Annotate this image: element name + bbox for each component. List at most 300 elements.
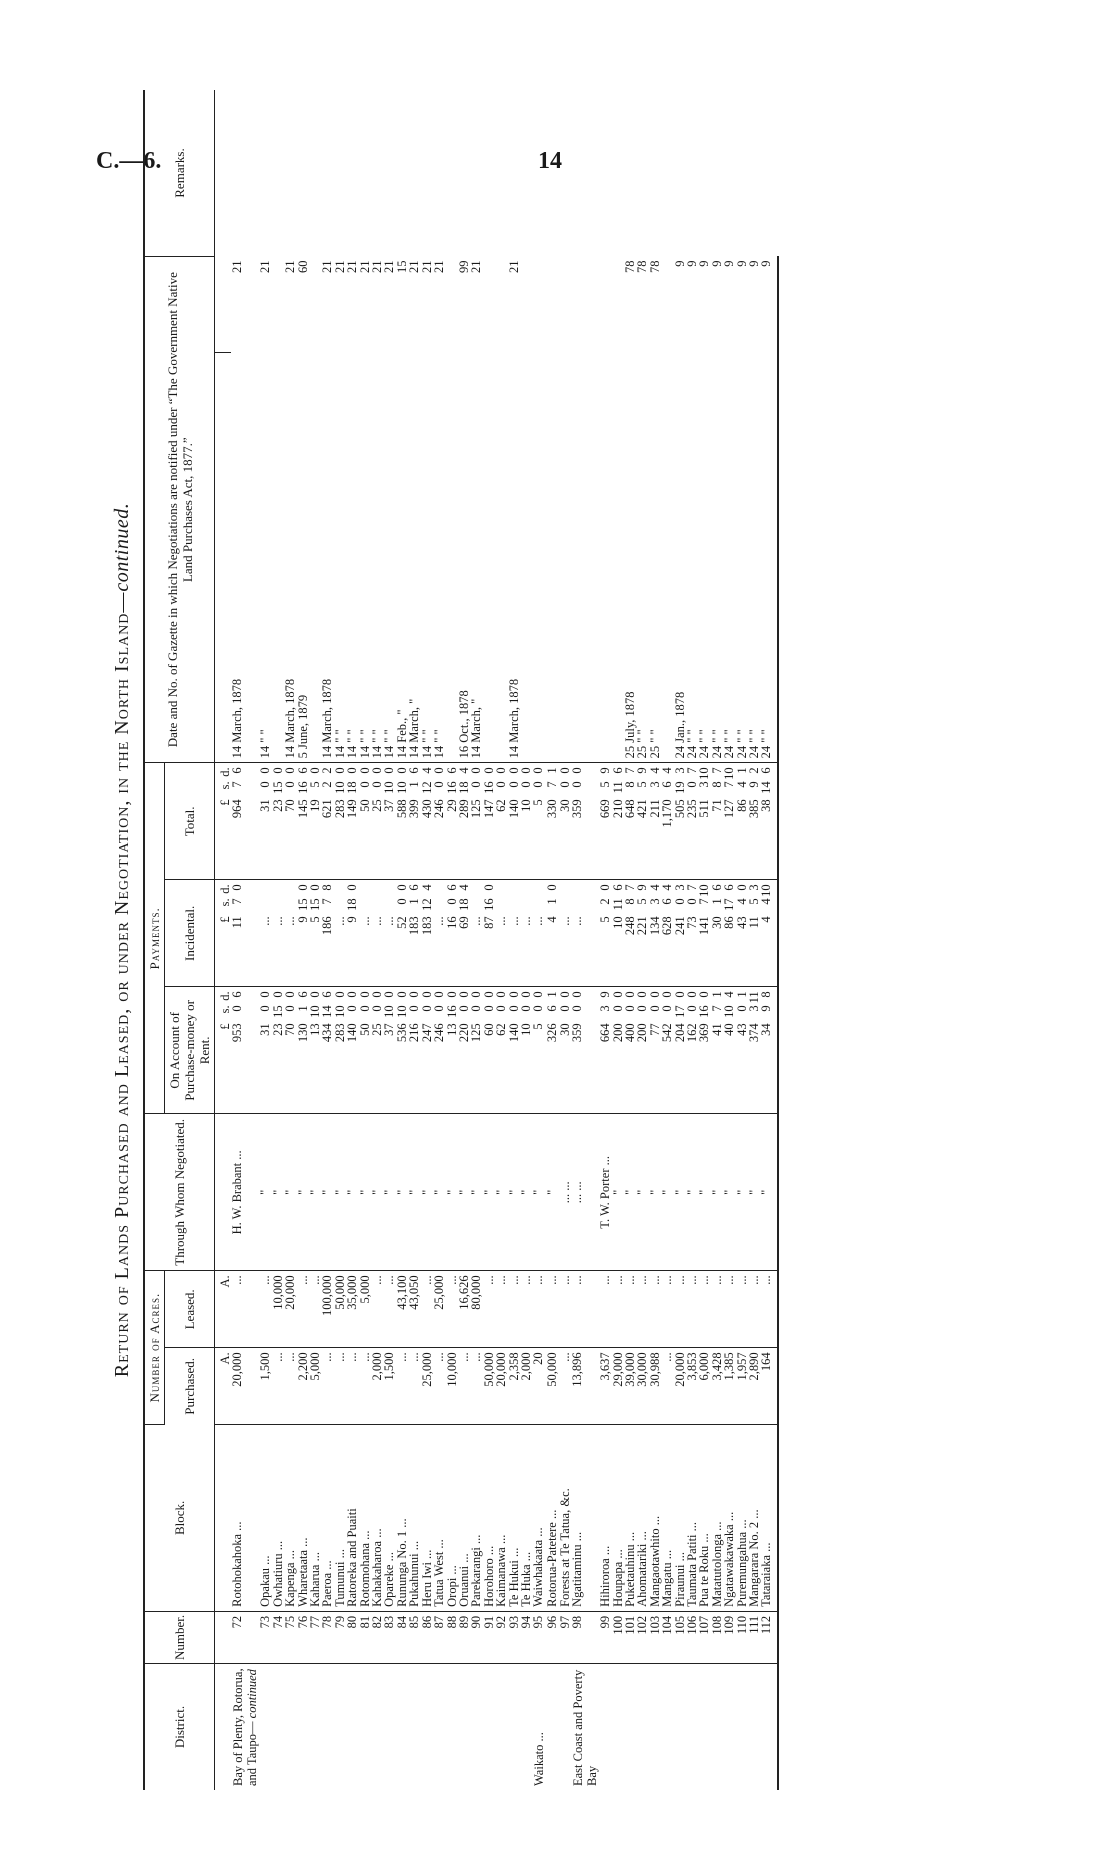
district-cell: [383, 1664, 395, 1791]
shillings: 0: [258, 1005, 273, 1012]
pounds: ...: [357, 916, 372, 926]
block-name: Tumunui ...: [334, 1424, 346, 1611]
district-cell: [470, 1664, 482, 1791]
shillings: 0: [518, 1005, 533, 1012]
shillings: 0: [506, 1005, 521, 1012]
negotiated-by: ": [346, 1114, 358, 1271]
block-name: Waiwhakaata ...: [532, 1424, 546, 1611]
block-name: Ahomatariki ...: [636, 1424, 648, 1611]
pence: 9: [635, 884, 650, 891]
negotiated-by: ": [661, 1114, 673, 1271]
district-cell: [495, 1664, 507, 1791]
table-row: [546, 90, 558, 1790]
row-number: 89: [458, 1611, 470, 1663]
negotiated-by: ": [458, 1114, 470, 1271]
district-cell: [231, 1664, 259, 1791]
table-row: [661, 90, 673, 1790]
pounds: 87: [481, 916, 496, 929]
shillings: 8: [622, 898, 637, 905]
acres-purchased: 5,000: [309, 1348, 321, 1425]
acres-leased: ...: [546, 1271, 558, 1348]
acres-purchased: 3,428: [711, 1348, 723, 1425]
pounds: 30: [557, 1023, 572, 1036]
shillings: 5: [308, 781, 323, 788]
shillings: 0: [370, 781, 385, 788]
table-row: [421, 90, 433, 1790]
incidental-amount: [546, 880, 558, 987]
pence: 6: [230, 991, 245, 998]
block-name: Owhatiuru ...: [272, 1424, 284, 1611]
pence: 0: [357, 991, 372, 998]
pounds: 374: [747, 1023, 762, 1043]
negotiated-by: ": [483, 1114, 495, 1271]
pounds: 399: [407, 799, 422, 819]
block-name: Mangaotawhito ...: [649, 1424, 661, 1611]
row-number: 106: [686, 1611, 698, 1663]
row-number: 102: [636, 1611, 648, 1663]
incidental-amount: [408, 880, 420, 987]
shillings: 1: [407, 781, 422, 788]
acres-purchased: 2,358: [508, 1348, 520, 1425]
pounds: ...: [469, 916, 484, 926]
pounds: 31: [258, 799, 273, 812]
total-amount: [661, 763, 673, 880]
table-row: [649, 90, 661, 1790]
total-amount: [408, 763, 420, 880]
row-number: 98: [571, 1611, 599, 1663]
acres-leased: ...: [571, 1271, 599, 1348]
shillings: 0: [481, 1005, 496, 1012]
pence: 3: [672, 767, 687, 774]
shillings: 0: [685, 781, 699, 788]
pence: 3: [672, 884, 687, 891]
gazette-number: [571, 257, 599, 353]
pence: 0: [734, 884, 749, 891]
pounds: ...: [557, 916, 572, 926]
district-cell: [284, 1664, 296, 1791]
district-continued: continued: [245, 1669, 260, 1719]
gazette-date: 14 " ": [359, 352, 371, 763]
shillings: 15: [270, 781, 285, 794]
pence: 0: [610, 991, 625, 998]
block-name: Matatutolonga ...: [711, 1424, 723, 1611]
pence: 0: [432, 767, 447, 774]
pence: 0: [345, 767, 360, 774]
district-label: East Coast and Poverty Bay: [571, 1669, 600, 1786]
pence: 4: [456, 767, 471, 774]
total-amount: [495, 763, 507, 880]
on-account-amount: [532, 987, 546, 1114]
district-cell: [433, 1664, 445, 1791]
incidental-amount: [383, 880, 395, 987]
incidental-amount: [346, 880, 358, 987]
acres-purchased: 30,000: [636, 1348, 648, 1425]
pence: 7: [709, 767, 724, 774]
pounds: 125: [469, 799, 484, 819]
pence: 0: [295, 884, 310, 891]
pounds: 283: [332, 1023, 347, 1043]
table-row: [297, 90, 309, 1790]
acres-leased: 16,626: [458, 1271, 470, 1348]
gazette-number: [495, 257, 507, 353]
pence: 0: [518, 767, 533, 774]
shillings: 7: [545, 781, 560, 788]
acres-purchased: 10,000: [446, 1348, 458, 1425]
pounds: 669: [598, 799, 613, 819]
shillings: 2: [320, 781, 335, 788]
row-number: 103: [649, 1611, 661, 1663]
gazette-date: 14 " ": [383, 352, 395, 763]
district-cell: [559, 1664, 571, 1791]
incidental-amount: [259, 880, 271, 987]
pounds: 536: [394, 1023, 409, 1043]
shillings: 11: [610, 781, 625, 794]
shillings: 0: [494, 781, 509, 788]
incidental-amount: [297, 880, 309, 987]
shillings: 0: [506, 781, 521, 788]
gazette-number: [532, 257, 546, 353]
shillings: 14: [759, 781, 774, 794]
shillings: 18: [456, 781, 471, 794]
acres-purchased: 20,000: [231, 1348, 259, 1425]
gazette-date: 14 " ": [334, 352, 346, 763]
pence: 0: [230, 884, 245, 891]
gazette-number: 9: [722, 260, 737, 267]
row-number: 78: [321, 1611, 333, 1663]
pence: 0: [506, 767, 521, 774]
shillings: 2: [598, 898, 613, 905]
col-acres-group: Number of Acres.: [144, 1271, 165, 1425]
acres-leased: ...: [636, 1271, 648, 1348]
pence: 6: [709, 884, 724, 891]
gazette-date: 14 March, 1878: [284, 352, 296, 763]
page-number: 14: [538, 148, 562, 174]
total-amount: [346, 763, 358, 880]
district-cell: [532, 1664, 546, 1791]
total-amount: [599, 763, 611, 880]
pence: 0: [545, 884, 560, 891]
table-row: [433, 90, 445, 1790]
total-amount: [636, 763, 648, 880]
block-name: Kapenga ...: [284, 1424, 296, 1611]
acres-leased: ...: [686, 1271, 698, 1348]
pounds: 23: [270, 799, 285, 812]
units-row: A. A. £s.d. £s.d. £s.d.: [215, 90, 232, 1790]
acres-leased: 10,000: [272, 1271, 284, 1348]
pounds: 326: [545, 1023, 560, 1043]
pence: 0: [506, 991, 521, 998]
incidental-amount: [508, 880, 520, 987]
table-row: [231, 90, 259, 1790]
pence: 0: [494, 767, 509, 774]
acres-purchased: 1,500: [259, 1348, 271, 1425]
district-cell: [698, 1664, 710, 1791]
district-cell: [546, 1664, 558, 1791]
gazette-number: 21: [370, 260, 385, 273]
acres-leased: ...: [259, 1271, 271, 1348]
pence: 0: [672, 991, 687, 998]
pence: 9: [598, 767, 613, 774]
acres-purchased: 30,988: [649, 1348, 661, 1425]
shillings: 16: [444, 1005, 459, 1018]
district-cell: [321, 1664, 333, 1791]
negotiated-by: ": [636, 1114, 648, 1271]
incidental-amount: [334, 880, 346, 987]
gazette-date: 24 " ": [711, 352, 723, 763]
acres-purchased: 1,500: [383, 1348, 395, 1425]
acres-leased: ...: [723, 1271, 735, 1348]
acres-leased: 25,000: [433, 1271, 445, 1348]
block-name: Wharetaata ...: [297, 1424, 309, 1611]
acres-leased: ...: [383, 1271, 395, 1348]
pounds: 216: [407, 1023, 422, 1043]
pounds: 330: [545, 799, 560, 819]
pence: 10: [722, 767, 737, 780]
pence: 1: [545, 991, 560, 998]
shillings: 0: [370, 1005, 385, 1012]
negotiated-by: H. W. Brabant ...: [231, 1114, 259, 1271]
row-number: 87: [433, 1611, 445, 1663]
shillings: 19: [672, 781, 687, 794]
negotiated-by: ": [532, 1114, 546, 1271]
district-cell: [599, 1664, 611, 1791]
acres-purchased: 1,385: [723, 1348, 735, 1425]
acres-purchased: 25,000: [421, 1348, 433, 1425]
acres-leased: ...: [736, 1271, 748, 1348]
district-cell: [649, 1664, 661, 1791]
shillings: 0: [531, 781, 546, 788]
row-number: 109: [723, 1611, 735, 1663]
acres-purchased: 20,000: [674, 1348, 686, 1425]
pounds: 241: [672, 916, 687, 936]
acres-purchased: ...: [359, 1348, 371, 1425]
gazette-date: 24 " ": [723, 352, 735, 763]
acres-purchased: 1,957: [736, 1348, 748, 1425]
block-name: Oropi ...: [446, 1424, 458, 1611]
col-through: Through Whom Negotiated.: [144, 1114, 215, 1271]
shillings: 7: [320, 898, 335, 905]
pence: 0: [370, 767, 385, 774]
shillings: 0: [469, 1005, 484, 1012]
district-cell: [446, 1664, 458, 1791]
gazette-date: 24 Jan., 1878: [674, 352, 686, 763]
incidental-amount: [483, 880, 495, 987]
shillings: 0: [647, 1005, 662, 1012]
shillings: 0: [635, 1005, 650, 1012]
shillings: 10: [382, 781, 397, 794]
district-cell: [272, 1664, 284, 1791]
block-name: Rotohokahoka ...: [231, 1424, 259, 1611]
district-cell: [259, 1664, 271, 1791]
on-account-amount: [723, 987, 735, 1114]
pence: 0: [258, 991, 273, 998]
negotiated-by: ": [760, 1114, 777, 1271]
pence: 4: [419, 767, 434, 774]
gazette-number: 21: [432, 260, 447, 273]
total-amount: [723, 763, 735, 880]
block-name: Kahakaharoa ...: [371, 1424, 383, 1611]
pounds: 588: [394, 799, 409, 819]
pounds: 628: [660, 916, 675, 936]
pounds: 505: [672, 799, 687, 819]
total-amount: [433, 763, 445, 880]
acres-purchased: 164: [760, 1348, 777, 1425]
shillings: 7: [230, 898, 245, 905]
gazette-date: 14 " ": [433, 352, 445, 763]
gazette-date: [532, 352, 546, 763]
pounds: 52: [394, 916, 409, 929]
block-name: Ratoreka and Puaiti: [346, 1424, 358, 1611]
pence: 0: [394, 884, 409, 891]
pence: 0: [394, 991, 409, 998]
pence: 0: [697, 991, 712, 998]
table-row: [284, 90, 296, 1790]
shillings: 15: [295, 898, 310, 911]
gazette-date: 5 June, 1879: [297, 352, 309, 763]
shillings: 16: [481, 781, 496, 794]
district-cell: [636, 1664, 648, 1791]
shillings: 0: [283, 781, 298, 788]
block-name: Mangarara No. 2 ...: [748, 1424, 760, 1611]
pounds: 220: [456, 1023, 471, 1043]
pence: 4: [456, 884, 471, 891]
shillings: 3: [697, 781, 712, 788]
shillings: 0: [570, 781, 585, 788]
pounds: 19: [308, 799, 323, 812]
negotiated-by: ": [359, 1114, 371, 1271]
pounds: 11: [747, 916, 762, 929]
shillings: 0: [357, 781, 372, 788]
acres-leased: 35,000: [346, 1271, 358, 1348]
acres-purchased: 3,853: [686, 1348, 698, 1425]
pence: 4: [660, 767, 675, 774]
pounds: 60: [481, 1023, 496, 1036]
total-amount: [470, 763, 482, 880]
incidental-amount: [674, 880, 686, 987]
pence: 0: [432, 991, 447, 998]
table-row: [571, 90, 599, 1790]
gazette-number: 78: [635, 260, 650, 273]
pounds: 359: [570, 1023, 585, 1043]
shillings: 0: [407, 1005, 422, 1012]
pounds: 40: [722, 1023, 737, 1036]
pence: 0: [258, 767, 273, 774]
pounds: 246: [432, 799, 447, 819]
negotiated-by: ": [698, 1114, 710, 1271]
shillings: 7: [722, 781, 737, 788]
block-name: Ngatawakawaka ...: [723, 1424, 735, 1611]
pence: 6: [610, 767, 625, 774]
acres-purchased: 20,000: [495, 1348, 507, 1425]
negotiated-by: ": [711, 1114, 723, 1271]
pounds: 37: [382, 799, 397, 812]
gazette-number: 9: [734, 260, 749, 267]
row-number: 105: [674, 1611, 686, 1663]
district-cell: [458, 1664, 470, 1791]
pence: 8: [759, 991, 774, 998]
gazette-number: 21: [469, 260, 484, 273]
gazette-number: 21: [506, 260, 521, 273]
table-row: [396, 90, 408, 1790]
pounds: 31: [258, 1023, 273, 1036]
shillings: 0: [685, 898, 699, 905]
pence: 4: [647, 767, 662, 774]
district-cell: [297, 1664, 309, 1791]
acres-leased: ...: [624, 1271, 636, 1348]
pounds: 10: [518, 1023, 533, 1036]
acres-purchased: ...: [284, 1348, 296, 1425]
pounds: 247: [419, 1023, 434, 1043]
gazette-number: 9: [747, 260, 762, 267]
pounds: ...: [570, 916, 585, 926]
block-name: Forests at Te Tatua, &c.: [559, 1424, 571, 1611]
pence: 0: [394, 767, 409, 774]
acres-purchased: ...: [408, 1348, 420, 1425]
table-row: [495, 90, 507, 1790]
on-account-amount: [599, 987, 611, 1114]
row-number: 101: [624, 1611, 636, 1663]
gazette-number: [559, 257, 571, 353]
row-number: 96: [546, 1611, 558, 1663]
table-row: [272, 90, 284, 1790]
incidental-amount: [359, 880, 371, 987]
pounds: 13: [308, 1023, 323, 1036]
shillings: 0: [610, 1005, 625, 1012]
row-number: 97: [559, 1611, 571, 1663]
row-number: 72: [231, 1611, 259, 1663]
row-number: 77: [309, 1611, 321, 1663]
gazette-number: 9: [709, 260, 724, 267]
col-number: Number.: [144, 1611, 215, 1663]
col-purchased: Purchased.: [165, 1348, 215, 1425]
block-name: Te Huka ...: [520, 1424, 532, 1611]
shillings: 0: [345, 1005, 360, 1012]
pounds: 211: [647, 799, 662, 818]
pence: 6: [407, 884, 422, 891]
pence: 7: [685, 884, 699, 891]
gazette-date: [483, 352, 495, 763]
negotiated-by: ": [446, 1114, 458, 1271]
acres-leased: ...: [760, 1271, 777, 1348]
acres-leased: ...: [661, 1271, 673, 1348]
pounds: 200: [610, 1023, 625, 1043]
pence: 0: [481, 884, 496, 891]
shillings: 15: [270, 1005, 285, 1018]
gazette-number: [599, 257, 611, 353]
shillings: 0: [283, 1005, 298, 1012]
pounds: 400: [622, 1023, 637, 1043]
col-remarks: Remarks.: [144, 90, 215, 257]
gazette-number: 21: [332, 260, 347, 273]
gazette-number: 21: [357, 260, 372, 273]
on-account-amount: [321, 987, 333, 1114]
incidental-amount: [599, 880, 611, 987]
gazette-date: 14 Feb., ": [396, 352, 408, 763]
acres-leased: ...: [231, 1271, 259, 1348]
pence: 4: [722, 991, 737, 998]
col-payments-group: Payments.: [144, 763, 165, 1114]
acres-purchased: 13,896: [571, 1348, 599, 1425]
pounds: 430: [419, 799, 434, 819]
gazette-date: 14 March, ": [470, 352, 482, 763]
table-row: [760, 90, 777, 1790]
shillings: 0: [469, 781, 484, 788]
row-number: 111: [748, 1611, 760, 1663]
acres-purchased: 2,890: [748, 1348, 760, 1425]
pence: 0: [635, 991, 650, 998]
gazette-date: 24 " ": [686, 352, 698, 763]
shillings: 10: [722, 1005, 737, 1018]
